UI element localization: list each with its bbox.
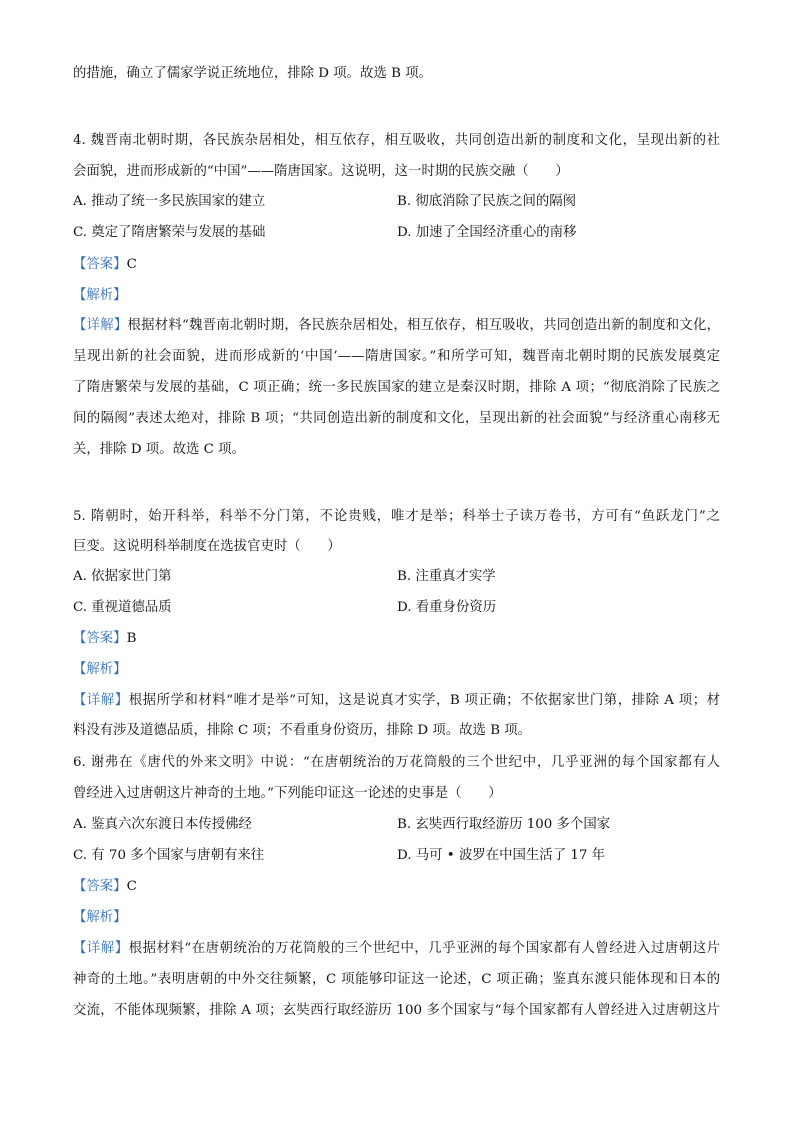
detail-label: 【详解】 (73, 693, 129, 708)
q4-stem-line-1: 4. 魏晋南北朝时期，各民族杂居相处，相互依存，相互吸收，共同创造出新的制度和文化，呈现出新的社 (73, 133, 720, 148)
q5-option-d: D. 看重身份资历 (397, 600, 497, 615)
q5-analysis-label (73, 660, 127, 680)
detail-label: 【详解】 (73, 318, 128, 333)
q4-option-c: C. 奠定了隋唐繁荣与发展的基础 (73, 225, 266, 240)
q6-option-c: C. 有 70 多个国家与唐朝有来往 (73, 848, 265, 863)
q6-detail-line-2: 神奇的土地。”表明唐朝的中外交往频繁，C 项能够印证这一论述，C 项正确；鉴真东渡只能体现和日本的 (73, 972, 720, 987)
q4-answer (73, 255, 137, 275)
analysis-label: 【解析】 (73, 662, 127, 677)
answer-value: B (126, 631, 137, 646)
answer-label: 【答案】 (73, 257, 127, 272)
q4-detail-line-5: 关，排除 D 项。故选 C 项。 (73, 442, 245, 457)
q5-stem-line-1: 5. 隋朝时，始开科举，科举不分门第，不论贵贱，唯才是举；科举士子读万卷书，方可有“鱼跃龙门”之 (73, 509, 720, 524)
q4-option-d: D. 加速了全国经济重心的南移 (397, 225, 577, 240)
detail-text: 根据所学和材料“唯才是举”可知，这是说真才实学，B 项正确；不依据家世门第，排除 A 项；材 (128, 693, 721, 708)
q5-option-c: C. 重视道德品质 (73, 600, 172, 615)
q6-stem-line-2: 曾经进入过唐朝这片神奇的土地。”下列能印证这一论述的史事是（ ） (73, 786, 502, 801)
q4-option-b: B. 彻底消除了民族之间的隔阂 (397, 194, 577, 209)
q4-detail-line-3: 了隋唐繁荣与发展的基础，C 项正确；统一多民族国家的建立是秦汉时期，排除 A 项；“彻底消除了民族之 (73, 380, 720, 395)
q5-detail-line-2: 料没有涉及道德品质，排除 C 项；不看重身份资历，排除 D 项。故选 B 项。 (73, 723, 532, 738)
answer-label: 【答案】 (73, 879, 127, 894)
detail-text: 根据材料“魏晋南北朝时期，各民族杂居相处，相互依存，相互吸收，共同创造出新的制度和文化， (127, 318, 721, 333)
q6-answer (73, 877, 137, 897)
q4-detail-line-1 (73, 316, 720, 336)
q6-stem-line-1: 6. 谢弗在《唐代的外来文明》中说：“在唐朝统治的万花筒般的三个世纪中，几乎亚洲的每个国家都有人 (73, 755, 720, 770)
q4-detail-line-2: 呈现出新的社会面貌，进而形成新的‘中国’——隋唐国家。”和所学可知，魏晋南北朝时期的民族发展奠定 (73, 349, 720, 364)
q6-detail-line-3: 交流，不能体现频繁，排除 A 项；玄奘西行取经游历 100 多个国家与“每个国家都有人曾经进入过唐朝这片 (73, 1003, 720, 1018)
q5-answer (73, 629, 136, 649)
detail-text: 根据材料“在唐朝统治的万花筒般的三个世纪中，几乎亚洲的每个国家都有人曾经进入过唐朝这片 (128, 941, 721, 956)
q6-option-b: B. 玄奘西行取经游历 100 多个国家 (397, 817, 611, 832)
detail-label: 【详解】 (73, 941, 129, 956)
q5-detail-line-1 (73, 691, 720, 711)
q4-stem-line-2: 会面貌，进而形成新的“中国”——隋唐国家。这说明，这一时期的民族交融（ ） (73, 164, 569, 179)
analysis-label: 【解析】 (73, 288, 127, 303)
q4-option-a: A. 推动了统一多民族国家的建立 (73, 194, 266, 209)
q6-detail-line-1 (73, 939, 720, 959)
q5-option-b: B. 注重真才实学 (397, 569, 496, 584)
analysis-label: 【解析】 (73, 910, 127, 925)
q6-option-d: D. 马可 • 波罗在中国生活了 17 年 (397, 848, 606, 863)
q6-analysis-label (73, 908, 127, 928)
q5-option-a: A. 依据家世门第 (73, 569, 172, 584)
q5-stem-line-2: 巨变。这说明科举制度在选拔官吏时（ ） (73, 539, 341, 554)
answer-label: 【答案】 (73, 631, 127, 646)
q4-analysis-label (73, 286, 127, 306)
q6-option-a: A. 鉴真六次东渡日本传授佛经 (73, 817, 252, 832)
answer-value: C (126, 879, 137, 894)
answer-value: C (126, 257, 137, 272)
prev-analysis-tail: 的措施，确立了儒家学说正统地位，排除 D 项。故选 B 项。 (73, 66, 432, 81)
q4-detail-line-4: 间的隔阂”表述太绝对，排除 B 项；“共同创造出新的制度和文化，呈现出新的社会面貌”与经济重心南移无 (73, 411, 720, 426)
